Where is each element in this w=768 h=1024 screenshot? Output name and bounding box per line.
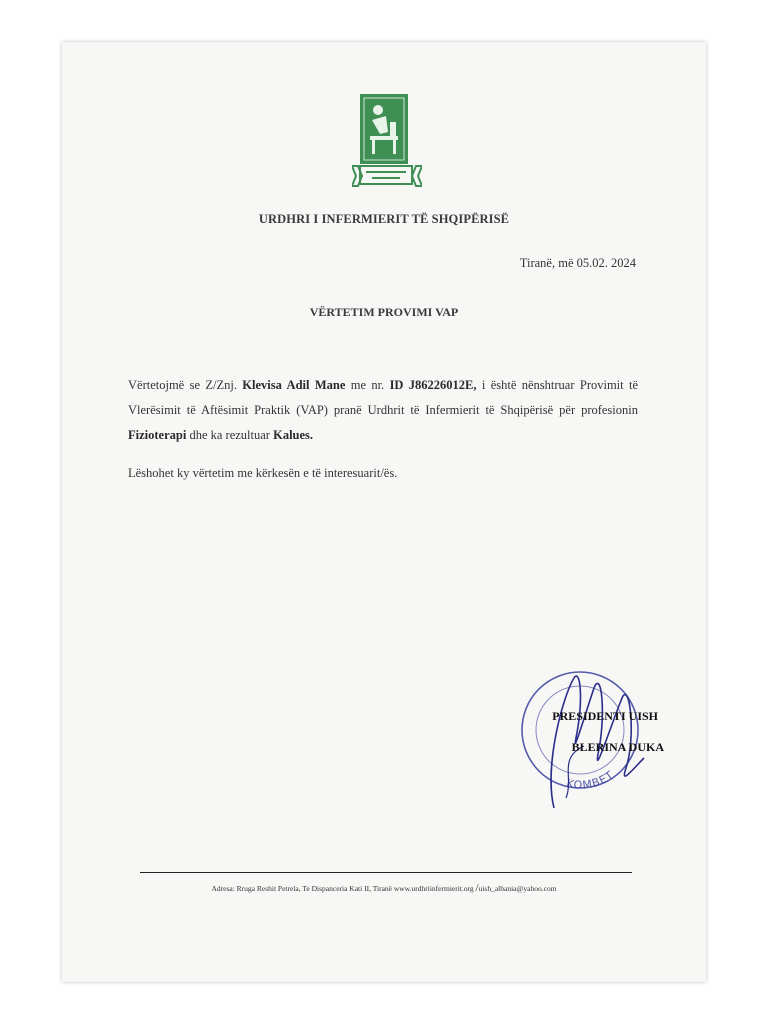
footer-email: uish_albania@yahoo.com: [478, 884, 557, 893]
signatory-name: BLERINA DUKA: [571, 740, 664, 754]
organization-title: URDHRI I INFERMIERIT TË SHQIPËRISË: [258, 212, 510, 226]
footer-address-text: Adresa: Rruga Reshit Petrela, Te Dispanceria Kati II, Tiranë www.urdhriinfermierit.org: [211, 884, 476, 893]
body-mid2: i është nënshtruar Provimit të Vlerësimit të Aftësimit Praktik (VAP) pranë Urdhrit të Infermierit të Shqipërisë për profesionin: [128, 378, 638, 417]
profession: Fizioterapi: [128, 428, 187, 442]
document-page: [62, 42, 706, 982]
body-intro: Vërtetojmë se Z/Znj.: [128, 378, 243, 392]
document-date: Tiranë, më 05.02. 2024: [519, 256, 636, 270]
issue-note: Lëshohet ky vërtetim me kërkesën e të interesuarit/ës.: [128, 466, 398, 480]
certificate-body: [128, 373, 638, 448]
signatory-role: PRESIDENTI UISH: [552, 709, 658, 723]
nurse-emblem-icon: [352, 92, 422, 192]
stamp-text: KOMBET: [565, 768, 617, 792]
svg-text:KOMBET: [565, 768, 616, 792]
person-id: ID J86226012E,: [389, 378, 477, 392]
body-mid1: me nr.: [345, 378, 390, 392]
exam-result: Kalues.: [273, 428, 314, 442]
footer-address: [62, 882, 706, 894]
footer-divider: [140, 872, 632, 873]
official-stamp-icon: [514, 658, 656, 818]
person-name: Klevisa Adil Mane: [242, 378, 346, 392]
body-mid3: dhe ka rezultuar: [186, 428, 274, 442]
footer-slash: /: [475, 882, 479, 894]
certificate-title: VËRTETIM PROVIMI VAP: [309, 305, 459, 319]
